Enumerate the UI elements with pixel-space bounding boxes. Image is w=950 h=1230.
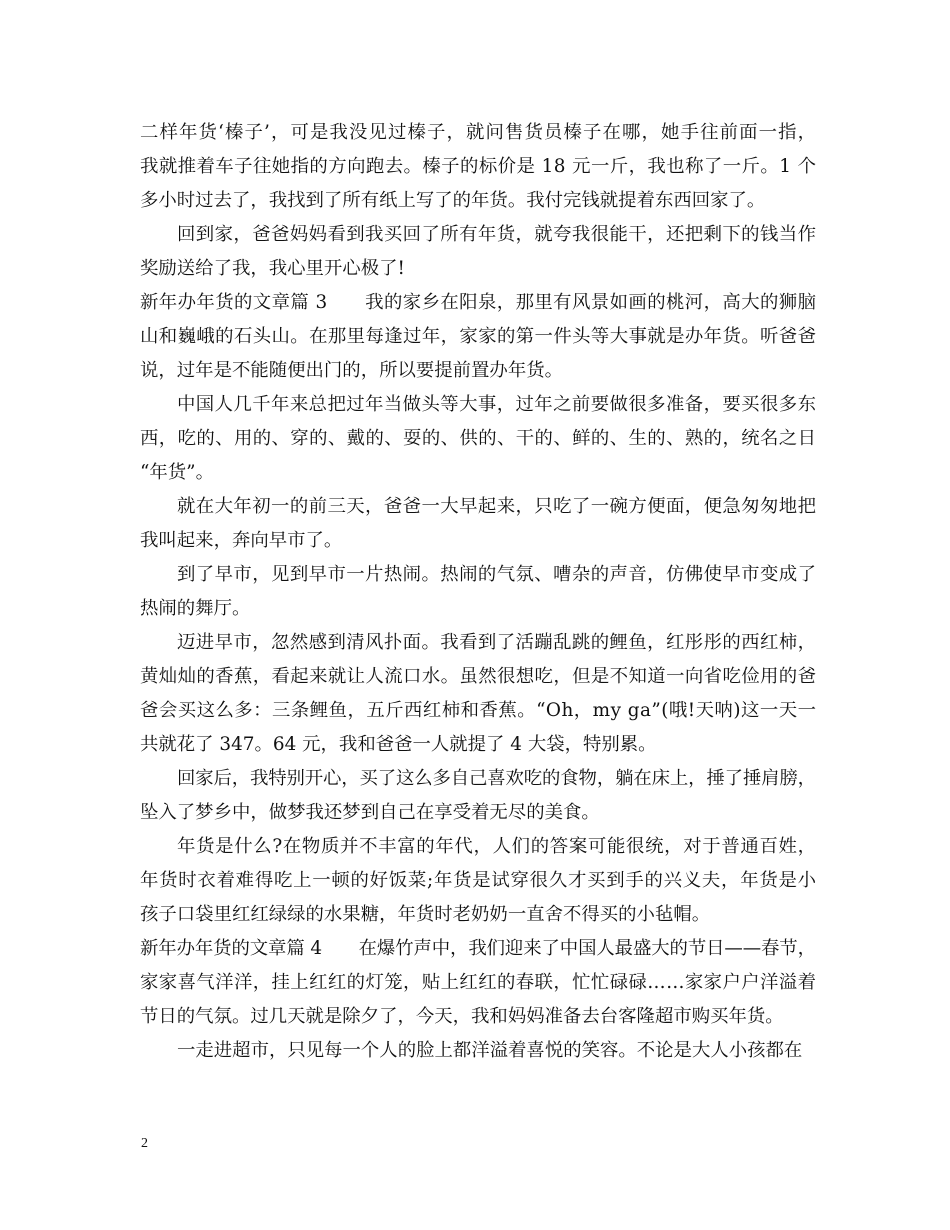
text-line: 新年办年货的文章篇 4 在爆竹声中，我们迎来了中国人最盛大的节日——春节， xyxy=(140,938,816,959)
text-line: 节日的气氛。过几天就是除夕了，今天，我和妈妈准备去台客隆超市购买年货。 xyxy=(140,1006,784,1027)
document-body xyxy=(140,116,816,1068)
paragraph-start-line: 中国人几千年来总把过年当做头等大事，过年之前要做很多准备，要买很多东 xyxy=(177,394,817,415)
paragraph-start-line: 一走进超市，只见每一个人的脸上都洋溢着喜悦的笑容。不论是大人小孩都在 xyxy=(177,1040,803,1061)
text-line: 二样年货‘榛子’，可是我没见过榛子，就问售货员榛子在哪，她手往前面一指， xyxy=(140,122,818,143)
text-line: 爸会买这么多：三条鲤鱼，五斤西红柿和香蕉。“Oh，my ga”(哦!天呐)这一天一 xyxy=(140,700,817,721)
text-line: 西，吃的、用的、穿的、戴的、耍的、供的、干的、鲜的、生的、熟的，统名之日 xyxy=(140,428,817,449)
text-line: 热闹的舞厅。 xyxy=(140,598,251,619)
text-line: 共就花了 347。64 元，我和爸爸一人就提了 4 大袋，特别累。 xyxy=(140,734,657,755)
text-line: 我叫起来，奔向早市了。 xyxy=(140,530,343,551)
paragraph-start-line: 回家后，我特别开心，买了这么多自己喜欢吃的食物，躺在床上，捶了捶肩膀， xyxy=(177,768,816,789)
page-number: 2 xyxy=(141,1136,148,1151)
text-line: 说，过年是不能随便出门的，所以要提前置办年货。 xyxy=(140,360,563,381)
text-line: 我就推着车子往她指的方向跑去。榛子的标价是 18 元一斤，我也称了一斤。1 个 xyxy=(140,156,817,177)
text-line: 家家喜气洋洋，挂上红红的灯笼，贴上红红的春联，忙忙碌碌……家家户户洋溢着 xyxy=(140,972,817,993)
text-line: 新年办年货的文章篇 3 我的家乡在阳泉，那里有风景如画的桃河，高大的狮脑 xyxy=(140,292,817,313)
paragraph-start-line: 年货是什么?在物质并不丰富的年代，人们的答案可能很统，对于普通百姓， xyxy=(177,836,817,857)
paragraph-start-line: 回到家，爸爸妈妈看到我买回了所有年货，就夸我很能干，还把剩下的钱当作 xyxy=(177,224,817,245)
text-line: 年货时衣着难得吃上一顿的好饭菜;年货是试穿很久才买到手的兴义夫，年货是小 xyxy=(140,870,817,891)
text-line: 山和巍峨的石头山。在那里每逢过年，家家的第一件头等大事就是办年货。听爸爸 xyxy=(140,326,817,347)
text-line: 黄灿灿的香蕉，看起来就让人流口水。虽然很想吃，但是不知道一向省吃俭用的爸 xyxy=(140,666,817,687)
text-line: “年货”。 xyxy=(140,462,214,483)
paragraph-start-line: 就在大年初一的前三天，爸爸一大早起来，只吃了一碗方便面，便急匆匆地把 xyxy=(177,496,817,517)
text-line: 奖励送给了我，我心里开心极了! xyxy=(140,258,405,279)
text-line: 多小时过去了，我找到了所有纸上写了的年货。我付完钱就提着东西回家了。 xyxy=(140,190,766,211)
paragraph-start-line: 到了早市，见到早市一片热闹。热闹的气氛、嘈杂的声音，仿佛使早市变成了 xyxy=(177,564,817,585)
text-line: 坠入了梦乡中，做梦我还梦到自己在享受着无尽的美食。 xyxy=(140,802,600,823)
paragraph-start-line: 迈进早市，忽然感到清风扑面。我看到了活蹦乱跳的鲤鱼，红彤彤的西红柿， xyxy=(177,632,817,653)
text-line: 孩子口袋里红红绿绿的水果糖，年货时老奶奶一直舍不得买的小毡帽。 xyxy=(140,904,711,925)
